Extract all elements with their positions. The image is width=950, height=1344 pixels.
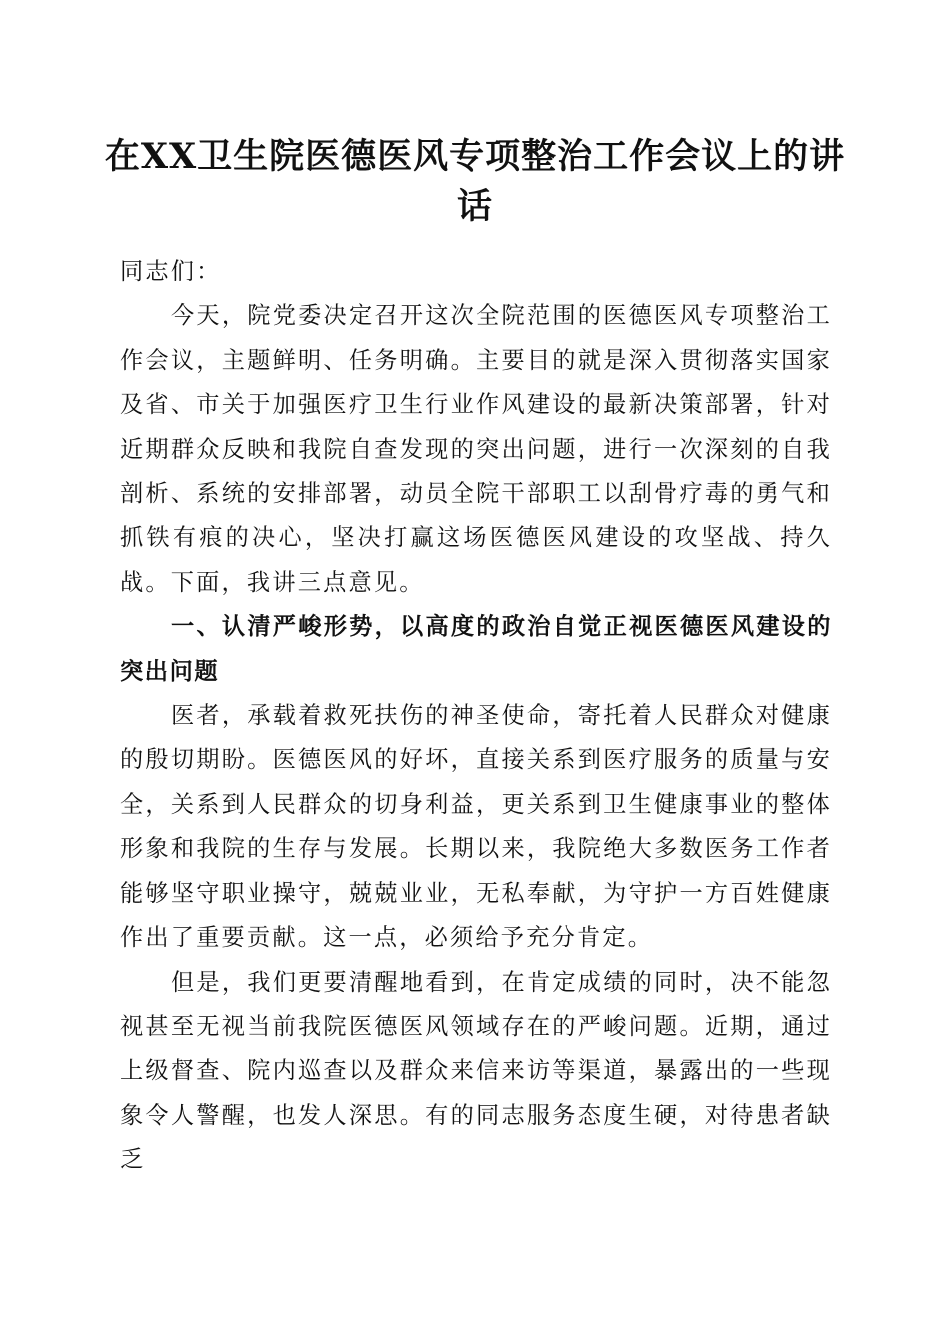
intro-paragraph: 今天，院党委决定召开这次全院范围的医德医风专项整治工作会议，主题鲜明、任务明确。主要目的就是深入贯彻落实国家及省、市关于加强医疗卫生行业作风建设的最新决策部署，针对近期群众反映和我院自查发现的突出问题，进行一次深刻的自我剖析、系统的安排部署，动员全院干部职工以刮骨疗毒的勇气和抓铁有痕的决心，坚决打赢这场医德医风建设的攻坚战、持久战。下面，我讲三点意见。 (120, 302, 832, 596)
document-body (120, 250, 832, 1183)
document-title: 在XX卫生院医德医风专项整治工作会议上的讲话 (104, 136, 846, 227)
section1-paragraph-2: 但是，我们更要清醒地看到，在肯定成绩的同时，决不能忽视甚至无视当前我院医德医风领域存在的严峻问题。近期，通过上级督查、院内巡查以及群众来信来访等渠道，暴露出的一些现象令人警醒，也发人深思。有的同志服务态度生硬，对待患者缺乏 (120, 968, 832, 1174)
salutation: 同志们： (120, 258, 222, 285)
section-heading-1: 一、认清严峻形势，以高度的政治自觉正视医德医风建设的突出问题 (120, 613, 832, 685)
section1-paragraph-1: 医者，承载着救死扶伤的神圣使命，寄托着人民群众对健康的殷切期盼。医德医风的好坏，直接关系到医疗服务的质量与安全，关系到人民群众的切身利益，更关系到卫生健康事业的整体形象和我院的生存与发展。长期以来，我院绝大多数医务工作者能够坚守职业操守，兢兢业业，无私奉献，为守护一方百姓健康作出了重要贡献。这一点，必须给予充分肯定。 (120, 702, 832, 952)
